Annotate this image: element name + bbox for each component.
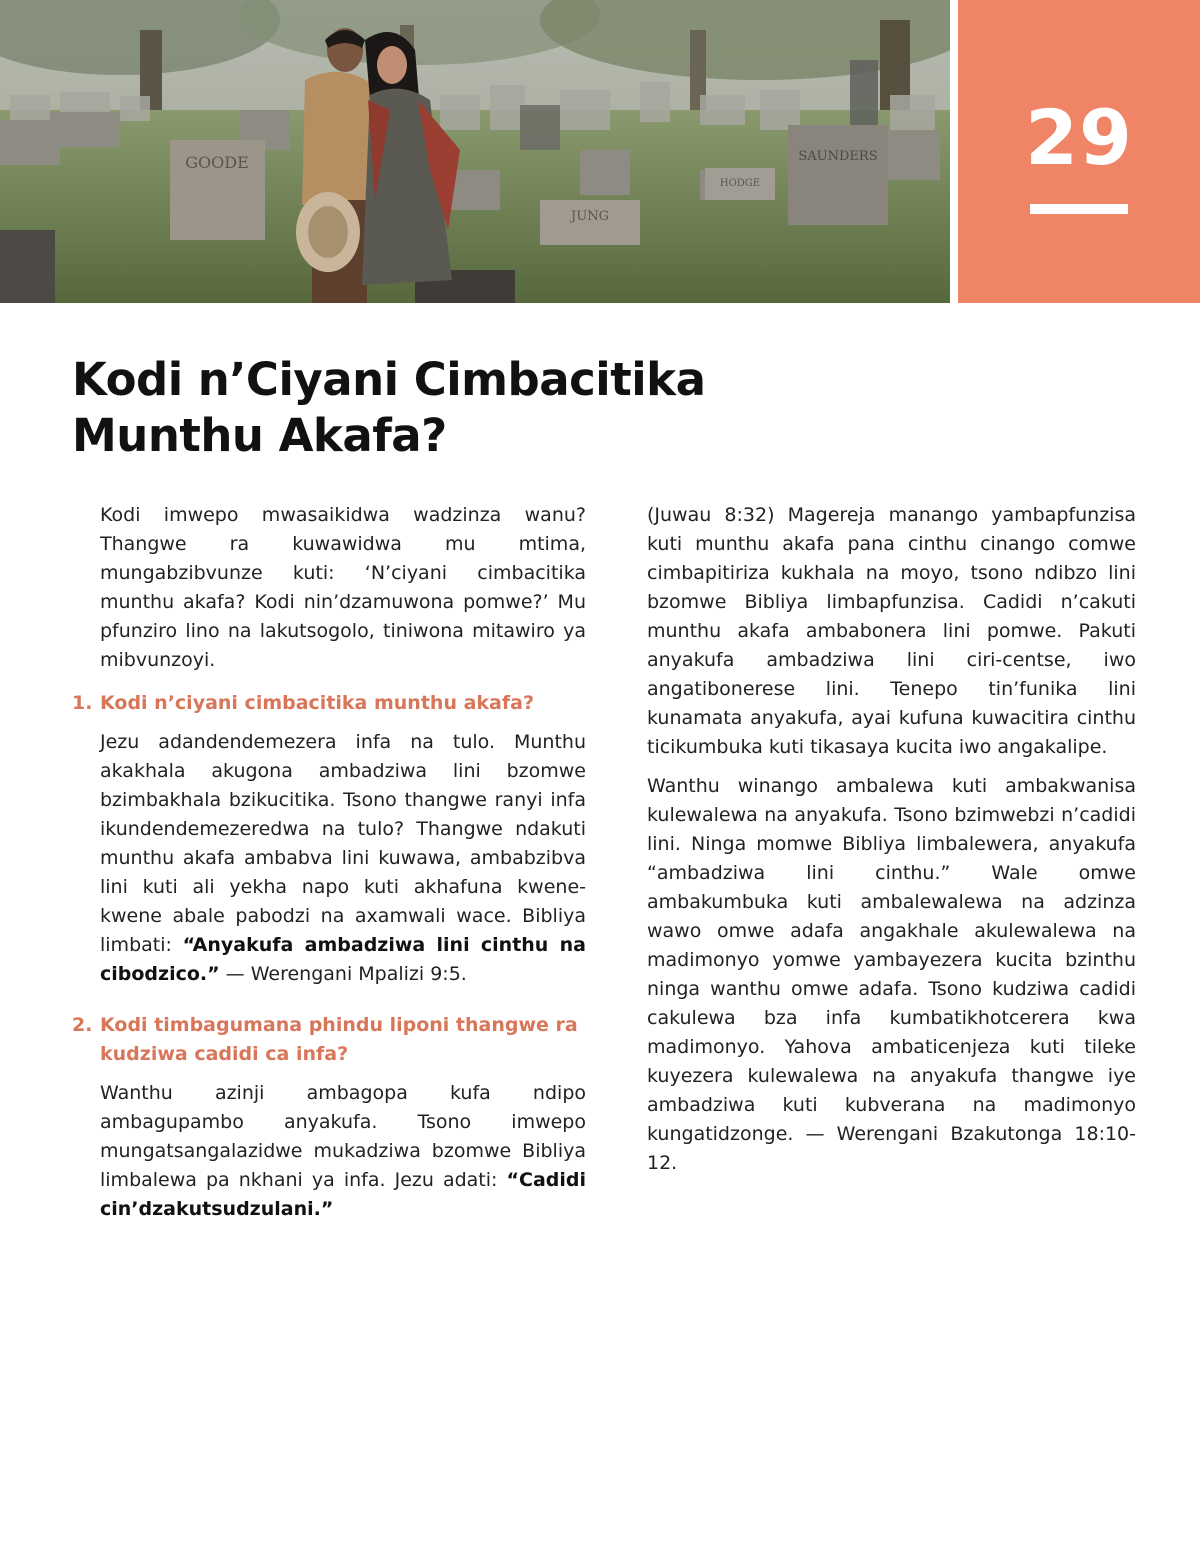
lesson-number-underline — [1030, 204, 1128, 214]
headstone-name: GOODE — [185, 153, 249, 172]
section-2-paragraph-continued: (Juwau 8:32) Magereja manango yambapfunzisa kuti munthu akafa pana cinthu cinango comwe cimbapitiriza kukhala na moyo, tsono ndibzo lini bzomwe Bibliya limbapfunzisa. Cadidi n’cakuti munthu akafa ambabonera lini pomwe. Pakuti anyakufa ambadziwa lini ciri-centse, iwo angatibonerese lini. Tenepo tin’funika lini kunamata anyakufa, ayai kufuna kuwacitira cinthu ticikumbuka kuti tikasaya kucita iwo angakalipe. — [647, 504, 1136, 758]
right-column — [647, 501, 1136, 1188]
title-line-2: Munthu Akafa? — [72, 409, 447, 462]
scripture-quote: “Anyakufa ambadziwa lini cinthu na cibodzico.” — [100, 934, 586, 985]
left-column — [72, 501, 586, 1234]
headstone-name: HODGE — [719, 178, 761, 189]
lesson-number-box — [958, 0, 1200, 303]
headstone-saunders — [788, 125, 888, 225]
cemetery-illustration — [0, 0, 950, 303]
intro-paragraph: Kodi imwepo mwasaikidwa wadzinza wanu? Thangwe ra kuwawidwa mu mtima, mungabzibvunze kuti: ‘N’ciyani cimbacitika munthu akafa? Kodi nin’dzamuwona pomwe?’ Mu pfunziro lino na lakutsogolo, tiniwona mitawiro ya mibvunzoyi. — [100, 504, 586, 671]
page-title — [72, 352, 872, 464]
section-2-question — [72, 1011, 586, 1069]
scripture-reference: — Werengani Mpalizi 9:5. — [219, 963, 467, 985]
question-number: 1. — [72, 692, 93, 714]
paragraph-text: Jezu adandendemezera infa na tulo. Munthu akakhala akugona ambadziwa lini bzomwe bzimbakhala bzikucitika. Tsono thangwe ranyi infa ikundendemezeredwa na tulo? Thangwe ndakuti munthu akafa ambabva lini kuwawa, ambabzibva lini kuti ali yekha napo kuti akhafuna kwene-kwene abale pabodzi na axamwali wace. Bibliya limbati: — [100, 731, 586, 956]
lesson-number: 29 — [1025, 93, 1133, 182]
question-text: Kodi n’ciyani cimbacitika munthu akafa? — [100, 692, 534, 714]
section-1-question — [72, 689, 586, 718]
question-text: Kodi timbagumana phindu liponi thangwe ra kudziwa cadidi ca infa? — [100, 1014, 578, 1065]
headstone-name: JUNG — [571, 209, 609, 224]
hero-photo — [0, 0, 950, 303]
title-line-1: Kodi n’Ciyani Cimbacitika — [72, 353, 706, 406]
section-1-paragraph — [72, 728, 586, 989]
section-2-paragraph-2: Wanthu winango ambalewa kuti ambakwanisa kulewalewa na anyakufa. Tsono bzimwebzi n’cadidi lini. Ninga momwe Bibliya limbalewera, anyakufa “ambadziwa lini cinthu.” Wale omwe ambakumbuka kuti ambalewalewa na adzinza wawo omwe adafa angakhale akulewalewa na madimonyo yomwe yambayezera kucita bzinthu ninga wanthu omwe adafa. Tsono kudziwa cadidi cakulewa bza infa kumbatikhotcerera kwa madimonyo. Yahova ambaticenjeza kuti tileke kuyezera kulewalewa na anyakufa thangwe iye ambadziwa kuti kubverana na madimonyo kungatidzonge. — Werengani Bzakutonga 18:10-12. — [647, 775, 1136, 1174]
section-2-paragraph-start — [72, 1079, 586, 1224]
question-number: 2. — [72, 1014, 93, 1036]
headstone-name: SAUNDERS — [798, 149, 878, 164]
scripture-quote: “Cadidi cin’dzakutsudzulani.” — [100, 1169, 586, 1220]
paragraph-text: Wanthu azinji ambagopa kufa ndipo ambagupambo anyakufa. Tsono imwepo mungatsangalazidwe mukadziwa bzomwe Bibliya limbalewa pa nkhani ya infa. Jezu adati: — [100, 1082, 586, 1191]
